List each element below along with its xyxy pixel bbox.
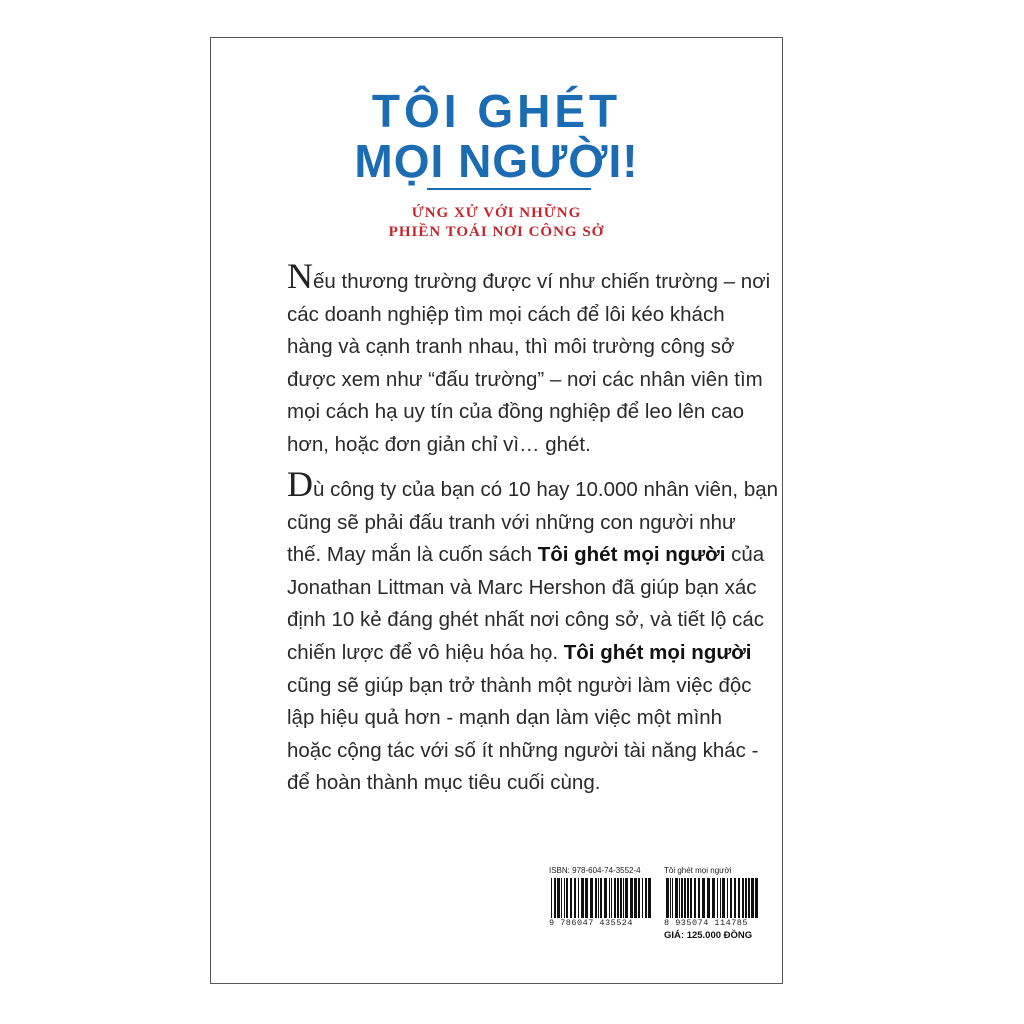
blurb-line: Jonathan Littman và Marc Hershon đã giúp bạn xác <box>287 575 757 599</box>
book-title-inline: Tôi ghét mọi người <box>537 543 726 567</box>
barcode-bar <box>755 878 758 918</box>
barcode-bar <box>707 878 710 918</box>
blurb-line: cũng sẽ phải đấu tranh với những con người như <box>287 510 736 534</box>
book-back-cover <box>210 37 783 984</box>
barcode-bar <box>614 878 616 918</box>
barcode-bar <box>595 878 597 918</box>
drop-cap: N <box>287 256 313 296</box>
blurb-line-text: ếu thương trường được ví như chiến trường – nơi <box>313 270 771 293</box>
barcode-bar <box>712 878 715 918</box>
barcode-bar <box>590 878 593 918</box>
barcode-bar <box>727 878 728 918</box>
barcode-bar <box>625 878 628 918</box>
barcode-bar <box>600 878 602 918</box>
barcode-bar <box>694 878 696 918</box>
book-subtitle <box>211 204 782 242</box>
barcode-bar <box>730 878 732 918</box>
barcode-bar <box>681 878 683 918</box>
barcode-bar <box>751 878 754 918</box>
barcode-bar <box>645 878 647 918</box>
blurb-line <box>287 539 767 572</box>
barcode-bar <box>609 878 610 918</box>
barcode-bar <box>561 878 562 918</box>
barcode-bar <box>722 878 725 918</box>
blurb-line: hơn, hoặc đơn giản chỉ vì… ghét. <box>287 432 591 456</box>
drop-cap: D <box>287 464 313 504</box>
barcode-bar <box>672 878 673 918</box>
blurb-line: các doanh nghiệp tìm mọi cách để lôi kéo khách <box>287 302 725 326</box>
barcode-bar <box>670 878 671 918</box>
price-label: GIÁ: 125.000 ĐỒNG <box>664 930 753 941</box>
barcode-bar <box>611 878 612 918</box>
subtitle-line-2: PHIỀN TOÁI NƠI CÔNG SỞ <box>388 224 605 240</box>
barcode-bar <box>687 878 689 918</box>
barcode-bar <box>734 878 736 918</box>
barcode-bar <box>638 878 640 918</box>
barcode-bar <box>566 878 568 918</box>
blurb-text: thế. May mắn là cuốn sách <box>287 543 538 567</box>
barcode-bar <box>557 878 560 918</box>
barcode-bar <box>666 878 669 918</box>
price-barcode-digits: 8 935074 114785 <box>664 918 749 928</box>
isbn-barcode-block <box>549 866 655 928</box>
blurb-line <box>287 256 771 299</box>
blurb-line: được xem như “đấu trường” – nơi các nhân viên tìm <box>287 367 763 391</box>
barcode-bar <box>720 878 721 918</box>
blurb-line: hàng và cạnh tranh nhau, thì môi trường công sở <box>287 335 735 359</box>
barcode-bar <box>623 878 624 918</box>
barcode-bar <box>717 878 718 918</box>
barcode-bar <box>564 878 565 918</box>
barcode-bar <box>648 878 651 918</box>
barcode-bar <box>745 878 747 918</box>
barcode-bar <box>675 878 678 918</box>
barcode-bar <box>742 878 744 918</box>
barcode-bar <box>574 878 576 918</box>
subtitle-line-1: ỨNG XỬ VỚI NHỮNG <box>411 205 582 221</box>
book-title <box>211 86 782 186</box>
isbn-barcode <box>549 878 655 918</box>
barcode-bar <box>570 878 572 918</box>
barcode-bar <box>617 878 619 918</box>
blurb-line <box>287 464 779 507</box>
blurb-text: chiến lược để vô hiệu hóa họ. <box>287 640 564 664</box>
barcode-title-label: Tôi ghét mọi người <box>664 866 732 875</box>
blurb-line: định 10 kẻ đáng ghét nhất nơi công sở, và tiết lộ các <box>287 608 765 632</box>
barcode-bar <box>690 878 692 918</box>
barcode-bar <box>738 878 740 918</box>
blurb-paragraph-1 <box>287 256 771 462</box>
barcode-bar <box>679 878 680 918</box>
isbn-label: ISBN: 978-604-74-3552-4 <box>549 866 641 875</box>
barcode-bar <box>630 878 633 918</box>
blurb-line: để hoàn thành mục tiêu cuối cùng. <box>287 771 601 795</box>
blurb-line: cũng sẽ giúp bạn trở thành một người làm việc độc <box>287 673 752 697</box>
barcode-bar <box>578 878 579 918</box>
barcode-bar <box>642 878 643 918</box>
blurb-paragraph-2 <box>287 464 779 800</box>
blurb-text: của <box>725 543 765 567</box>
isbn-digits: 9 786047 435524 <box>549 918 634 928</box>
price-barcode <box>664 878 760 918</box>
barcode-bar <box>585 878 588 918</box>
barcode-bar <box>634 878 637 918</box>
price-barcode-block <box>664 866 784 941</box>
barcode-bar <box>551 878 552 918</box>
book-title-inline: Tôi ghét mọi người <box>563 640 752 664</box>
barcode-bar <box>684 878 686 918</box>
blurb-line: hoặc cộng tác với số ít những người tài năng khác - <box>287 738 759 762</box>
title-divider <box>427 188 591 190</box>
barcode-bar <box>598 878 599 918</box>
barcode-bar <box>554 878 556 918</box>
barcode-bar <box>748 878 750 918</box>
blurb-line: mọi cách hạ uy tín của đồng nghiệp để leo lên cao <box>287 400 745 424</box>
blurb-line-text: ù công ty của bạn có 10 hay 10.000 nhân viên, bạn <box>313 478 779 501</box>
barcode-bar <box>620 878 622 918</box>
barcode-bar <box>581 878 584 918</box>
barcode-bar <box>698 878 700 918</box>
blurb-line: lập hiệu quả hơn - mạnh dạn làm việc một mình <box>287 706 723 730</box>
book-title-line-2: MỌI NGƯỜI! <box>354 135 639 187</box>
barcode-bar <box>604 878 607 918</box>
blurb-line <box>287 637 767 670</box>
barcode-bar <box>702 878 705 918</box>
book-title-line-1: TÔI GHÉT <box>371 85 622 137</box>
